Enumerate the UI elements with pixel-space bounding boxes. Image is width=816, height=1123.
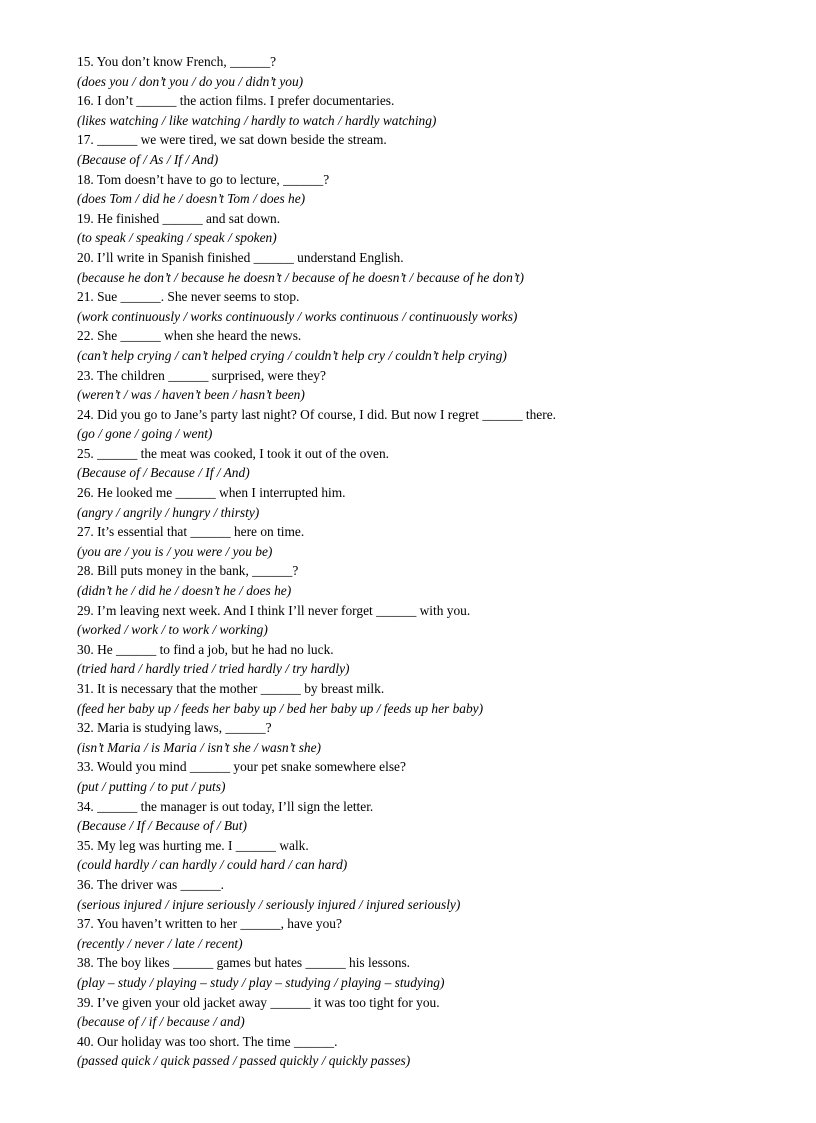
question-prompt: 36. The driver was ______. <box>77 876 225 892</box>
question-prompt: 34. ______ the manager is out today, I’ll sign the letter. <box>77 798 374 814</box>
question-prompt: 22. She ______ when she heard the news. <box>77 328 302 344</box>
question-40 <box>77 1032 797 1071</box>
question-prompt: 27. It’s essential that ______ here on time. <box>77 524 305 540</box>
question-35 <box>77 836 797 875</box>
question-options: (feed her baby up / feeds her baby up / bed her baby up / feeds up her baby) <box>77 700 484 716</box>
question-prompt: 16. I don’t ______ the action films. I prefer documentaries. <box>77 93 395 109</box>
question-options: (tried hard / hardly tried / tried hardly / try hardly) <box>77 661 350 677</box>
question-28 <box>77 561 797 600</box>
question-prompt: 20. I’ll write in Spanish finished ______ understand English. <box>77 249 404 265</box>
question-38 <box>77 953 797 992</box>
question-prompt: 23. The children ______ surprised, were they? <box>77 367 326 383</box>
question-options: (you are / you is / you were / you be) <box>77 543 273 559</box>
question-26 <box>77 483 797 522</box>
question-options: (worked / work / to work / working) <box>77 622 268 638</box>
question-options: (does you / don’t you / do you / didn’t you) <box>77 73 304 89</box>
question-options: (because he don’t / because he doesn’t / because of he doesn’t / because of he don’t) <box>77 269 524 285</box>
question-prompt: 40. Our holiday was too short. The time ______. <box>77 1033 338 1049</box>
question-options: (go / gone / going / went) <box>77 426 213 442</box>
question-39 <box>77 993 797 1032</box>
question-prompt: 33. Would you mind ______ your pet snake somewhere else? <box>77 759 406 775</box>
question-prompt: 29. I’m leaving next week. And I think I’ll never forget ______ with you. <box>77 602 471 618</box>
question-options: (play – study / playing – study / play – studying / playing – studying) <box>77 974 445 990</box>
question-19 <box>77 209 797 248</box>
question-options: (Because / If / Because of / But) <box>77 818 247 834</box>
question-prompt: 31. It is necessary that the mother ______ by breast milk. <box>77 681 385 696</box>
question-36 <box>77 875 797 914</box>
question-29 <box>77 601 797 640</box>
question-prompt: 26. He looked me ______ when I interrupted him. <box>77 485 346 501</box>
question-prompt: 18. Tom doesn’t have to go to lecture, ______? <box>77 171 330 187</box>
question-options: (passed quick / quick passed / passed quickly / quickly passes) <box>77 1053 411 1069</box>
question-prompt: 21. Sue ______. She never seems to stop. <box>77 289 300 305</box>
question-18 <box>77 170 797 209</box>
question-options: (could hardly / can hardly / could hard / can hard) <box>77 857 348 873</box>
question-21 <box>77 287 797 326</box>
question-20 <box>77 248 797 287</box>
question-31 <box>77 679 797 718</box>
question-prompt: 17. ______ we were tired, we sat down beside the stream. <box>77 132 387 148</box>
question-17 <box>77 130 797 169</box>
question-prompt: 15. You don’t know French, ______? <box>77 54 277 69</box>
question-prompt: 19. He finished ______ and sat down. <box>77 210 281 226</box>
question-options: (put / putting / to put / puts) <box>77 778 226 794</box>
question-options: (work continuously / works continuously / works continuous / continuously works) <box>77 308 518 324</box>
question-27 <box>77 522 797 561</box>
question-prompt: 24. Did you go to Jane’s party last night? Of course, I did. But now I regret ______ there. <box>77 406 556 422</box>
question-prompt: 38. The boy likes ______ games but hates ______ his lessons. <box>77 955 411 971</box>
question-options: (serious injured / injure seriously / seriously injured / injured seriously) <box>77 896 461 912</box>
question-22 <box>77 326 797 365</box>
question-options: (angry / angrily / hungry / thirsty) <box>77 504 260 520</box>
question-options: (because of / if / because / and) <box>77 1014 245 1030</box>
question-25 <box>77 444 797 483</box>
question-prompt: 39. I’ve given your old jacket away ______ it was too tight for you. <box>77 994 440 1010</box>
question-options: (to speak / speaking / speak / spoken) <box>77 230 277 246</box>
question-16 <box>77 91 797 130</box>
question-prompt: 25. ______ the meat was cooked, I took it out of the oven. <box>77 445 390 461</box>
question-24 <box>77 405 797 444</box>
question-options: (does Tom / did he / doesn’t Tom / does he) <box>77 191 306 207</box>
question-prompt: 30. He ______ to find a job, but he had no luck. <box>77 641 334 657</box>
question-32 <box>77 718 797 757</box>
question-prompt: 32. Maria is studying laws, ______? <box>77 720 272 736</box>
question-options: (likes watching / like watching / hardly to watch / hardly watching) <box>77 112 437 128</box>
question-options: (Because of / Because / If / And) <box>77 465 250 481</box>
question-23 <box>77 366 797 405</box>
question-prompt: 37. You haven’t written to her ______, have you? <box>77 916 342 932</box>
question-options: (weren’t / was / haven’t been / hasn’t been) <box>77 387 305 403</box>
question-37 <box>77 914 797 953</box>
question-prompt: 35. My leg was hurting me. I ______ walk. <box>77 837 309 853</box>
question-prompt: 28. Bill puts money in the bank, ______? <box>77 563 299 579</box>
document-page <box>77 52 797 1071</box>
question-options: (recently / never / late / recent) <box>77 935 243 951</box>
question-30 <box>77 640 797 679</box>
question-options: (didn’t he / did he / doesn’t he / does he) <box>77 583 292 599</box>
question-options: (Because of / As / If / And) <box>77 151 219 167</box>
question-34 <box>77 797 797 836</box>
question-33 <box>77 757 797 796</box>
question-options: (can’t help crying / can’t helped crying / couldn’t help cry / couldn’t help crying) <box>77 347 507 363</box>
question-options: (isn’t Maria / is Maria / isn’t she / wasn’t she) <box>77 739 322 755</box>
question-15 <box>77 52 797 91</box>
